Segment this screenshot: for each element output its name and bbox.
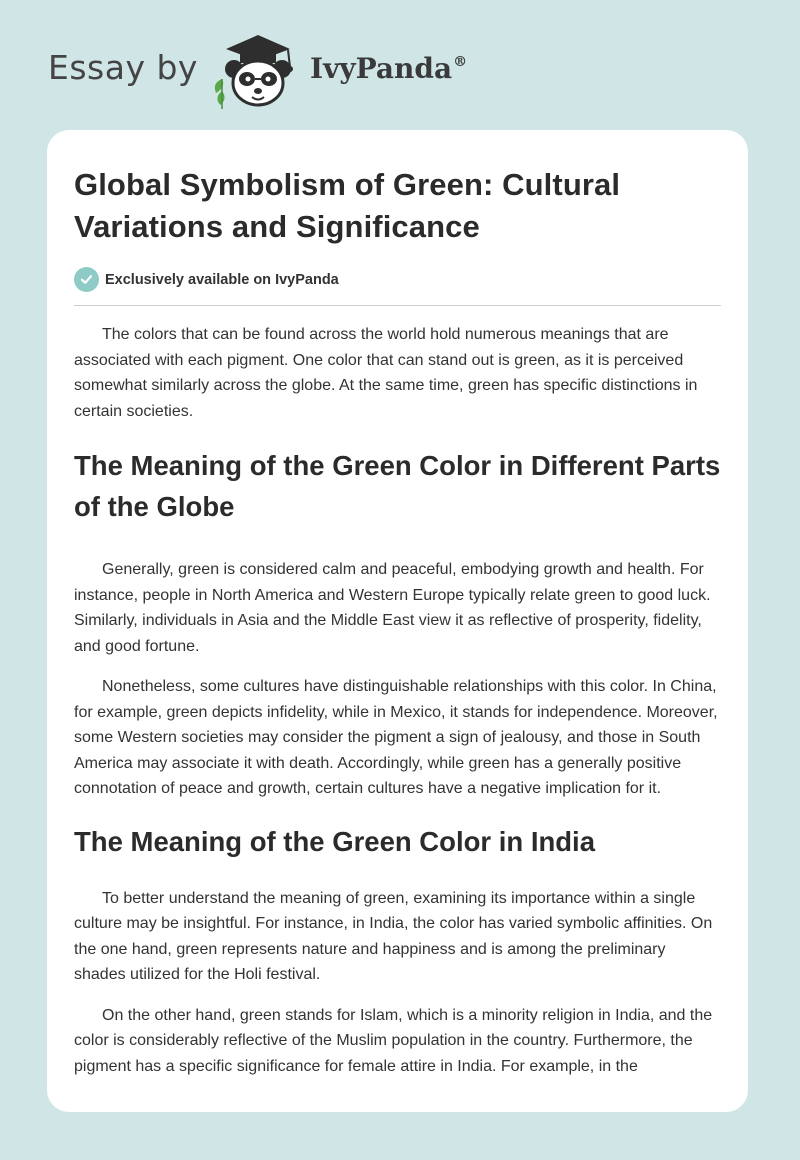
exclusive-badge-label: Exclusively available on IvyPanda (105, 271, 339, 288)
registered-mark: ® (453, 53, 468, 70)
check-circle-icon (74, 267, 99, 292)
india-paragraph-1: To better understand the meaning of green, examining its importance within a single culture may be insightful. For instance, in India, the color has varied symbolic affinities. On the one hand, green represents nature and happiness and is among the preliminary shades utilized for the Holi festival. (74, 889, 713, 983)
site-header (48, 30, 508, 110)
globe-paragraph-2: Nonetheless, some cultures have distinguishable relationships with this color. In China, for example, green depicts infidelity, while in Mexico, it stands for independence. Moreover, some Western societies may consider the pigment a sign of jealousy, and those in South America may associate it with death. Accordingly, while green has a generally positive connotation of peace and growth, certain cultures have a negative implication for it. (74, 678, 718, 797)
india-paragraph-2: On the other hand, green stands for Islam, which is a minority religion in India, and the color is considerably reflective of the Muslim population in the country. Furthermore, the pigment has a specific significance for female attire in India. For example, in the (74, 1006, 713, 1075)
section-heading-india: The Meaning of the Green Color in India (74, 825, 595, 857)
page-title: Global Symbolism of Green: Cultural Variations and Significance (74, 167, 621, 244)
globe-paragraph-1: Generally, green is considered calm and peaceful, embodying growth and health. For instance, people in North America and Western Europe typically relate green to good luck. Similarly, individuals in Asia and the Middle East view it as reflective of prosperity, fidelity, and good fortune. (74, 561, 711, 655)
essay-by-label: Essay by (48, 47, 198, 87)
divider (74, 305, 721, 306)
essay-card (47, 130, 748, 1112)
exclusive-badge (74, 267, 721, 292)
brand-name[interactable] (310, 52, 467, 85)
panda-graduate-logo-icon[interactable] (210, 29, 302, 111)
brand-text: IvyPanda (309, 51, 453, 85)
section-heading-globe: The Meaning of the Green Color in Different Parts of the Globe (74, 450, 721, 522)
intro-paragraph: The colors that can be found across the world hold numerous meanings that are associated with each pigment. One color that can stand out is green, as it is perceived somewhat similarly across the globe. At the same time, green has specific distinctions in certain societies. (74, 326, 698, 420)
